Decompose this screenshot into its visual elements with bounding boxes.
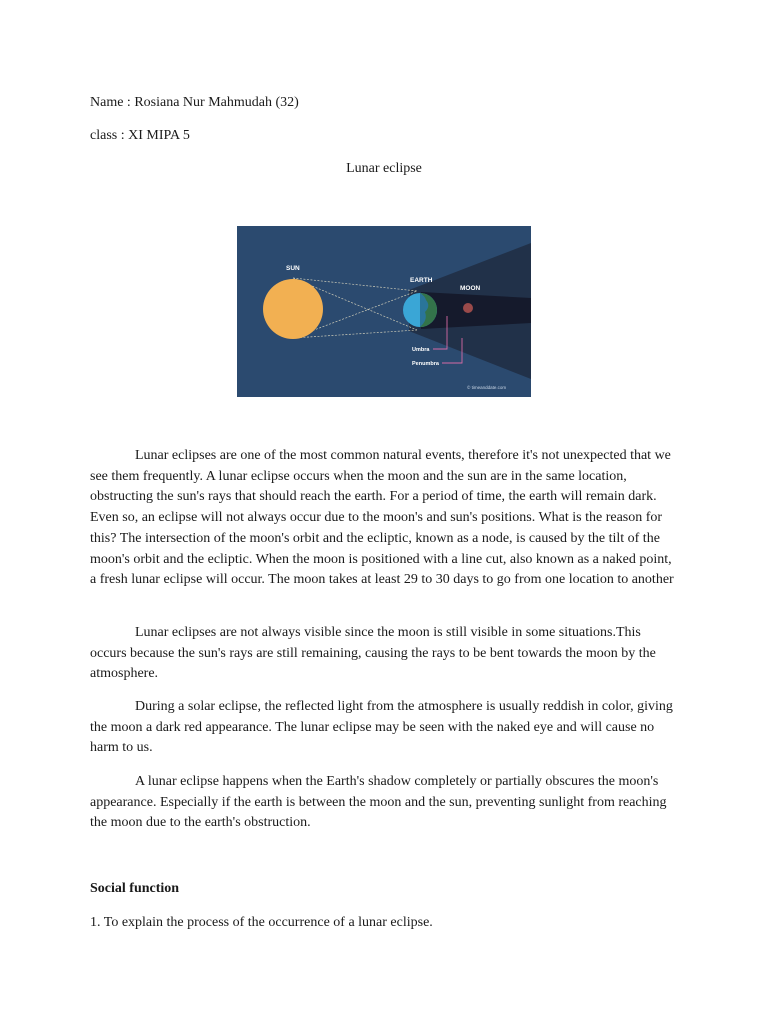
student-name: Name : Rosiana Nur Mahmudah (32) <box>90 95 299 110</box>
lunar-eclipse-diagram <box>237 226 531 397</box>
earth <box>403 293 437 327</box>
paragraph-2: Lunar eclipses are not always visible since the moon is still visible in some situations.This occurs because the sun's rays are still remaining, causing the rays to be bent towards the moon by the atmosphere. <box>90 625 656 682</box>
sun-label: SUN <box>286 265 300 272</box>
moon <box>463 303 473 313</box>
document-title: Lunar eclipse <box>346 161 422 176</box>
paragraph-1: Lunar eclipses are one of the most common natural events, therefore it's not unexpected that we see them frequently. A lunar eclipse occurs when the moon and the sun are in the same location, obstructing the sun's rays that should reach the earth. For a period of time, the earth will remain dark. Even so, an eclipse will not always occur due to the moon's and sun's positions. What is the reason for this? The intersection of the moon's orbit and the ecliptic, known as a node, is caused by the tilt of the moon's orbit and the ecliptic. When the moon is positioned with a line cut, also known as a naked point, a fresh lunar eclipse will occur. The moon takes at least 29 to 30 days to go from one location to another <box>90 448 674 588</box>
penumbra-label: Penumbra <box>412 361 439 367</box>
sun <box>263 279 323 339</box>
paragraph-4: A lunar eclipse happens when the Earth's shadow completely or partially obscures the moon's appearance. Especially if the earth is between the moon and the sun, preventing sunlight from reaching the moon due to the earth's obstruction. <box>90 774 667 831</box>
moon-label: MOON <box>460 285 481 292</box>
social-function-heading: Social function <box>90 881 180 896</box>
umbra-label: Umbra <box>412 347 430 353</box>
umbra-region <box>421 292 531 329</box>
paragraph-3: During a solar eclipse, the reflected light from the atmosphere is usually reddish in color, giving the moon a dark red appearance. The lunar eclipse may be seen with the naked eye and will cause no harm to us. <box>90 699 673 756</box>
earth-label: EARTH <box>410 277 433 284</box>
social-function-item-1: 1. To explain the process of the occurrence of a lunar eclipse. <box>90 915 433 930</box>
image-credit: © timeanddate.com <box>467 385 507 390</box>
student-class: class : XI MIPA 5 <box>90 128 190 143</box>
